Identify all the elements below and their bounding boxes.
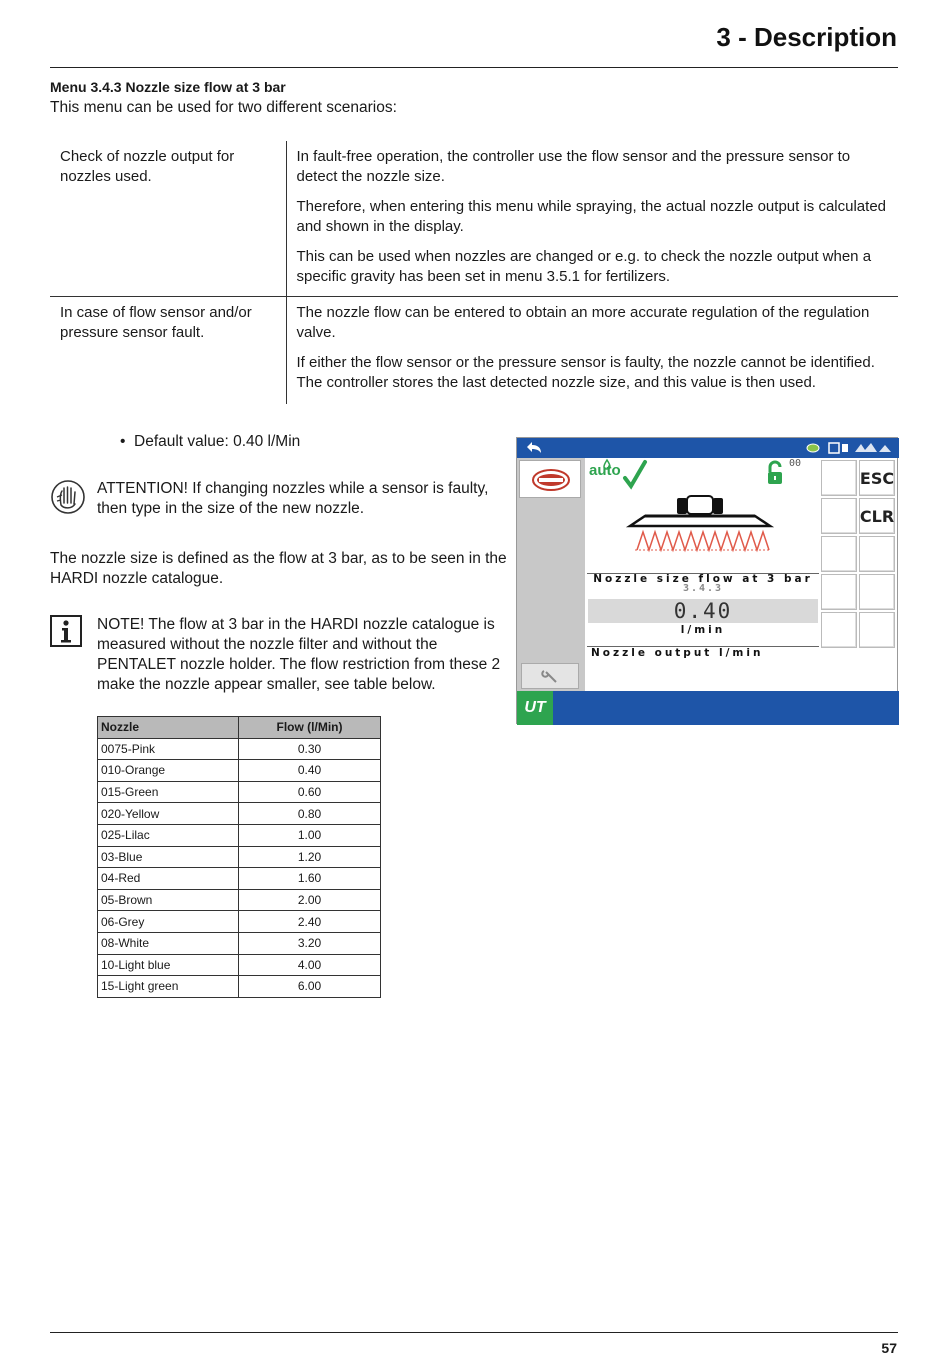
table-row xyxy=(98,738,381,760)
nozzle-cell: 08-White xyxy=(98,932,239,954)
nozzle-cell: 010-Orange xyxy=(98,760,239,782)
menu-number: 3.4.3 xyxy=(682,583,724,594)
scenario-paragraph: If either the flow sensor or the pressure sensor is faulty, the nozzle cannot be identified. The controller stores the last detected nozzle size, and this value is then used. xyxy=(296,354,875,391)
scenario-row xyxy=(50,297,898,405)
nozzle-cell: 03-Blue xyxy=(98,846,239,868)
scenario-paragraph: Therefore, when entering this menu while spraying, the actual nozzle output is calculated and shown in the display. xyxy=(296,198,887,235)
attention-hand-icon xyxy=(50,479,86,515)
flow-cell: 4.00 xyxy=(239,954,381,976)
clr-button[interactable]: CLR xyxy=(859,498,895,534)
back-arrow-icon[interactable] xyxy=(523,440,545,456)
flow-cell: 0.40 xyxy=(239,760,381,782)
table-row xyxy=(98,889,381,911)
table-row xyxy=(98,911,381,933)
column-header-nozzle: Nozzle xyxy=(98,717,239,739)
nozzle-cell: 020-Yellow xyxy=(98,803,239,825)
flow-cell: 0.30 xyxy=(239,738,381,760)
softkey-empty[interactable] xyxy=(821,536,857,572)
nozzle-flow-value[interactable]: 0.40 xyxy=(588,599,818,623)
table-row xyxy=(98,760,381,782)
nozzle-cell: 04-Red xyxy=(98,868,239,890)
attention-text: ATTENTION! If changing nozzles while a sensor is faulty, then type in the size of the new nozzle. xyxy=(97,480,489,517)
table-row xyxy=(98,868,381,890)
field-label: Nozzle size flow at 3 bar xyxy=(593,573,813,585)
wrench-icon xyxy=(522,664,580,690)
unlock-icon xyxy=(765,460,787,486)
column-header-flow: Flow (l/Min) xyxy=(239,717,381,739)
nozzle-cell: 0075-Pink xyxy=(98,738,239,760)
nozzle-cell: 10-Light blue xyxy=(98,954,239,976)
lock-counter: 00 xyxy=(789,458,802,469)
table-row xyxy=(98,846,381,868)
sprayer-icon xyxy=(625,488,775,568)
flow-cell: 2.40 xyxy=(239,911,381,933)
header-divider xyxy=(50,67,898,68)
table-row xyxy=(98,954,381,976)
softkey-panel xyxy=(819,458,899,691)
table-row xyxy=(98,932,381,954)
nozzle-flow-table xyxy=(97,716,381,998)
unit-label: l/min xyxy=(680,624,726,636)
screen-top-bar xyxy=(517,438,899,458)
scenario-description xyxy=(286,141,898,297)
intro-text: This menu can be used for two different scenarios: xyxy=(50,99,397,116)
section-heading: Menu 3.4.3 Nozzle size flow at 3 bar xyxy=(50,79,286,95)
nozzle-cell: 15-Light green xyxy=(98,976,239,998)
ut-logo: UT xyxy=(517,691,553,725)
table-row xyxy=(98,824,381,846)
table-row xyxy=(98,976,381,998)
nozzle-cell: 06-Grey xyxy=(98,911,239,933)
status-icons xyxy=(805,440,895,456)
flow-cell: 6.00 xyxy=(239,976,381,998)
auto-check-icon xyxy=(589,458,649,492)
softkey-empty[interactable] xyxy=(821,460,857,496)
softkey-empty[interactable] xyxy=(859,612,895,648)
scenario-case: In case of flow sensor and/or pressure sensor fault. xyxy=(50,297,286,405)
flow-cell: 1.00 xyxy=(239,824,381,846)
softkey-empty[interactable] xyxy=(821,498,857,534)
softkey-empty[interactable] xyxy=(859,536,895,572)
bullet-text: Default value: 0.40 l/Min xyxy=(134,433,301,450)
scenario-description xyxy=(286,297,898,405)
softkey-empty[interactable] xyxy=(821,574,857,610)
bullet-dot: • xyxy=(120,433,126,450)
flow-cell: 3.20 xyxy=(239,932,381,954)
esc-button[interactable]: ESC xyxy=(859,460,895,496)
nozzle-cell: 025-Lilac xyxy=(98,824,239,846)
info-icon xyxy=(50,615,82,647)
scenarios-table xyxy=(50,141,898,404)
output-label: Nozzle output l/min xyxy=(591,647,764,659)
auto-text: auto xyxy=(589,462,621,479)
wrench-button[interactable] xyxy=(521,663,579,689)
scenario-paragraph: The nozzle flow can be entered to obtain an more accurate regulation of the regulation valve. xyxy=(296,304,870,341)
flow-cell: 0.80 xyxy=(239,803,381,825)
table-row xyxy=(98,781,381,803)
flow-cell: 1.20 xyxy=(239,846,381,868)
default-value-bullet xyxy=(120,433,300,451)
table-header-row xyxy=(98,717,381,739)
hardi-logo-icon xyxy=(520,461,582,499)
hardi-logo-button[interactable] xyxy=(519,460,581,498)
page-number: 57 xyxy=(881,1340,897,1356)
controller-screenshot xyxy=(516,437,898,724)
nozzle-definition-text: The nozzle size is defined as the flow at 3 bar, as to be seen in the HARDI nozzle catalogue. xyxy=(50,550,507,587)
footer-divider xyxy=(50,1332,898,1333)
softkey-empty[interactable] xyxy=(859,574,895,610)
nozzle-cell: 015-Green xyxy=(98,781,239,803)
screen-bottom-bar xyxy=(517,691,899,725)
chapter-title: 3 - Description xyxy=(716,22,897,52)
scenario-case: Check of nozzle output for nozzles used. xyxy=(50,141,286,297)
flow-cell: 2.00 xyxy=(239,889,381,911)
flow-cell: 1.60 xyxy=(239,868,381,890)
scenario-row xyxy=(50,141,898,297)
flow-cell: 0.60 xyxy=(239,781,381,803)
nozzle-cell: 05-Brown xyxy=(98,889,239,911)
softkey-empty[interactable] xyxy=(821,612,857,648)
note-text: NOTE! The flow at 3 bar in the HARDI nozzle catalogue is measured without the nozzle filter and without the PENTALET nozzle holder. The flow restriction from these 2 make the nozzle appear smaller, see table below. xyxy=(97,616,501,693)
screen-left-panel xyxy=(517,458,585,691)
table-row xyxy=(98,803,381,825)
scenario-paragraph: This can be used when nozzles are changed or e.g. to check the nozzle output when a specific gravity has been set in menu 3.5.1 for fertilizers. xyxy=(296,248,872,285)
scenario-paragraph: In fault-free operation, the controller use the flow sensor and the pressure sensor to detect the nozzle size. xyxy=(296,148,851,185)
